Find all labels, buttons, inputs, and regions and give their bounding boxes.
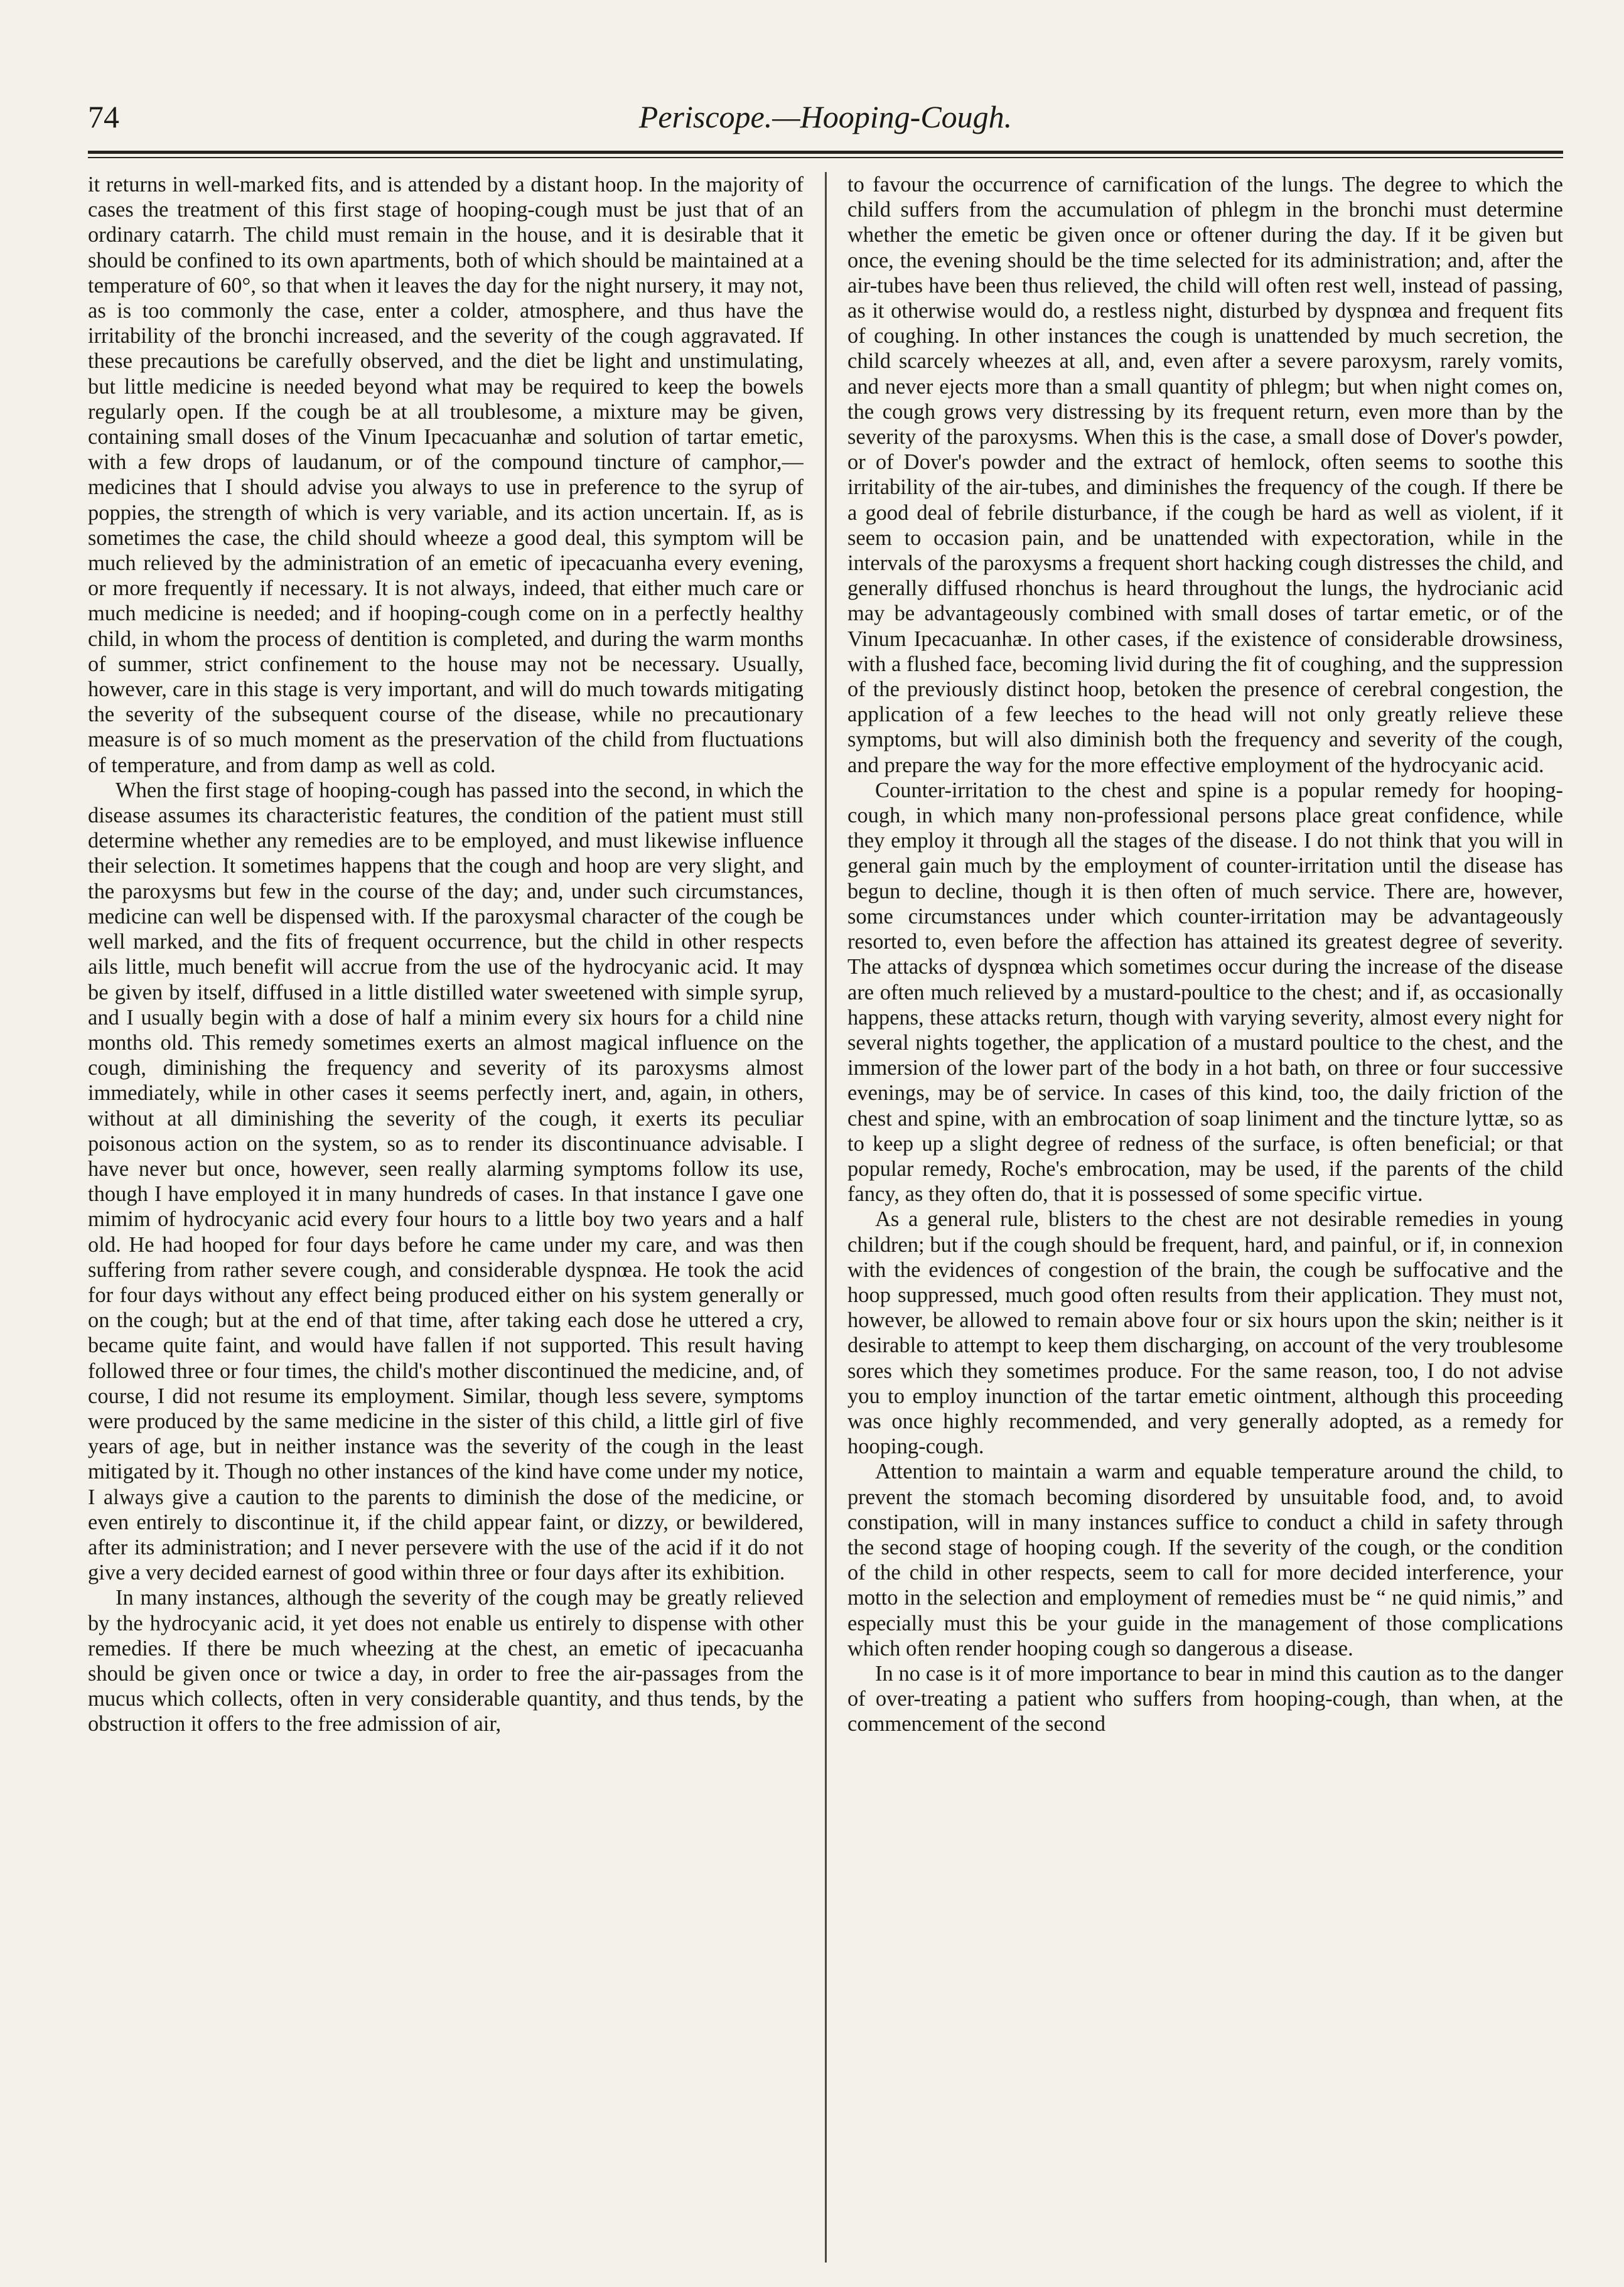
right-column	[847, 172, 1563, 2263]
paragraph: As a general rule, blisters to the chest are not desirable remedies in young children; but if the cough should be frequent, hard, and painful, or if, in connexion with the evidences of congestion of the brain, the cough be suffocative and the hoop suppressed, much good often results from their application. They must not, however, be allowed to remain above four or six hours upon the skin; neither is it desirable to attempt to keep them discharging, on account of the very troublesome sores which they sometimes produce. For the same reason, too, I do not advise you to employ inunction of the tartar emetic ointment, although this proceeding was once highly recommended, and very generally adopted, as a remedy for hooping-cough.	[847, 1207, 1563, 1459]
paragraph: In many instances, although the severity of the cough may be greatly relieved by the hydrocyanic acid, it yet does not enable us entirely to dispense with other remedies. If there be much wheezing at the chest, an emetic of ipecacuanha should be given once or twice a day, in order to free the air-passages from the mucus which collects, often in very considerable quantity, and thus tends, by the obstruction it offers to the free admission of air,	[88, 1586, 804, 1736]
header-rule	[88, 151, 1563, 154]
paragraph: Counter-irritation to the chest and spine is a popular remedy for hooping-cough, in which many non-professional persons place great confidence, while they employ it through all the stages of the disease. I do not think that you will in general gain much by the employment of counter-irritation until the disease has begun to decline, though it is then often of much service. There are, however, some circumstances under which counter-irritation may be advantageously resorted to, even before the affection has attained its greatest degree of severity. The attacks of dyspnœa which sometimes occur during the increase of the disease are often much relieved by a mustard-poultice to the chest; and if, as occasionally happens, these attacks return, though with varying severity, almost every night for several nights together, the application of a mustard poultice to the chest, and the immersion of the lower part of the body in a hot bath, on three or four successive evenings, may be of service. In cases of this kind, too, the daily friction of the chest and spine, with an embrocation of soap liniment and the tincture lyttæ, so as to keep up a slight degree of redness of the surface, is often beneficial; or that popular remedy, Roche's embrocation, may be used, if the parents of the child fancy, as they often do, that it is possessed of some specific virtue.	[847, 778, 1563, 1207]
page-header	[88, 94, 1563, 144]
page-number: 74	[88, 99, 119, 134]
text-columns	[88, 172, 1563, 2263]
paragraph: When the first stage of hooping-cough has passed into the second, in which the disease assumes its characteristic features, the condition of the patient must still determine whether any remedies are to be employed, and must likewise influence their selection. It sometimes happens that the cough and hoop are very slight, and the paroxysms but few in the course of the day; and, under such circumstances, medicine can well be dispensed with. If the paroxysmal character of the cough be well marked, and the fits of frequent occurrence, but the child in other respects ails little, much benefit will accrue from the use of the hydrocyanic acid. It may be given by itself, diffused in a little distilled water sweetened with simple syrup, and I usually begin with a dose of half a minim every six hours for a child nine months old. This remedy sometimes exerts an almost magical influence on the cough, diminishing the frequency and severity of its paroxysms almost immediately, while in other cases it seems perfectly inert, and, again, in others, without at all diminishing the severity of the cough, it exerts its peculiar poisonous action on the system, so as to render its discontinuance advisable. I have never but once, however, seen really alarming symptoms follow its use, though I have employed it in many hundreds of cases. In that instance I gave one mimim of hydrocyanic acid every four hours to a little boy two years and a half old. He had hooped for four days before he came under my care, and was then suffering from rather severe cough, and considerable dyspnœa. He took the acid for four days without any effect being produced either on his system generally or on the cough; but at the end of that time, after taking each dose he uttered a cry, became quite faint, and would have fallen if not supported. This result having followed three or four times, the child's mother discontinued the medicine, and, of course, I did not resume its employment. Similar, though less severe, symptoms were produced by the same medicine in the sister of this child, a little girl of five years of age, but in neither instance was the severity of the cough in the least mitigated by it. Though no other instances of the kind have come under my notice, I always give a caution to the parents to diminish the dose of the medicine, or even entirely to discontinue it, if the child appear faint, or dizzy, or bewildered, after its administration; and I never persevere with the use of the acid if it do not give a very decided earnest of good within three or four days after its exhibition.	[88, 778, 804, 1585]
paragraph: to favour the occurrence of carnification of the lungs. The degree to which the child suffers from the accumulation of phlegm in the bronchi must determine whether the emetic be given once or oftener during the day. If it be given but once, the evening should be the time selected for its administration; and, after the air-tubes have been thus relieved, the child will often rest well, instead of passing, as it otherwise would do, a restless night, disturbed by dyspnœa and frequent fits of coughing. In other instances the cough is unattended by much secretion, the child scarcely wheezes at all, and, even after a severe paroxysm, rarely vomits, and never ejects more than a small quantity of phlegm; but when night comes on, the cough grows very distressing by its frequent return, even more than by the severity of the paroxysms. When this is the case, a small dose of Dover's powder, or of Dover's powder and the extract of hemlock, often seems to soothe this irritability of the air-tubes, and diminishes the frequency of the cough. If there be a good deal of febrile disturbance, if the cough be hard as well as violent, if it seem to occasion pain, and be unattended with expectoration, while in the intervals of the paroxysms a frequent short hacking cough distresses the child, and generally diffused rhonchus is heard throughout the lungs, the hydrocianic acid may be advantageously combined with small doses of tartar emetic, or of the Vinum Ipecacuanhæ. In other cases, if the existence of considerable drowsiness, with a flushed face, becoming livid during the fit of coughing, and the suppression of the previously distinct hoop, betoken the presence of cerebral congestion, the application of a few leeches to the head will not only greatly relieve these symptoms, but will also diminish both the frequency and severity of the cough, and prepare the way for the more effective employment of the hydrocyanic acid.	[847, 173, 1563, 777]
header-rule-thin	[88, 157, 1563, 158]
paragraph: it returns in well-marked fits, and is attended by a distant hoop. In the majority of cases the treatment of this first stage of hooping-cough must be just that of an ordinary catarrh. The child must remain in the house, and it is desirable that it should be confined to its own apartments, both of which should be maintained at a temperature of 60°, so that when it leaves the day for the night nursery, it may not, as is too commonly the case, enter a colder, atmosphere, and thus have the irritability of the bronchi increased, and the severity of the cough aggravated. If these precautions be carefully observed, and the diet be light and unstimulating, but little medicine is needed beyond what may be required to keep the bowels regularly open. If the cough be at all troublesome, a mixture may be given, containing small doses of the Vinum Ipecacuanhæ and solution of tartar emetic, with a few drops of laudanum, or of the compound tincture of camphor,—medicines that I should advise you always to use in preference to the syrup of poppies, the strength of which is very variable, and its action uncertain. If, as is sometimes the case, the child should wheeze a good deal, this symptom will be much relieved by the administration of an emetic of ipecacuanha every evening, or more frequently if necessary. It is not always, indeed, that either much care or much medicine is needed; and if hooping-cough come on in a perfectly healthy child, in whom the process of dentition is completed, and during the warm months of summer, strict confinement to the house may not be necessary. Usually, however, care in this stage is very important, and will do much towards mitigating the severity of the subsequent course of the disease, while no precautionary measure is of so much moment as the preservation of the child from fluctuations of temperature, and from damp as well as cold.	[88, 173, 804, 777]
running-head: Periscope.—Hooping-Cough.	[638, 99, 1013, 134]
left-column	[88, 172, 804, 2263]
paragraph: In no case is it of more importance to bear in mind this caution as to the danger of over-treating a patient who suffers from hooping-cough, than when, at the commencement of the second	[847, 1661, 1563, 1736]
paragraph: Attention to maintain a warm and equable temperature around the child, to prevent the stomach becoming disordered by unsuitable food, and, to avoid constipation, will in many instances suffice to conduct a child in safety through the second stage of hooping cough. If the severity of the cough, or the condition of the child in other respects, seem to call for more decided interference, your motto in the selection and employment of remedies must be “ ne quid nimis,” and especially must this be your guide in the management of those complications which often render hooping cough so dangerous a disease.	[847, 1460, 1563, 1660]
column-divider	[825, 172, 827, 2263]
